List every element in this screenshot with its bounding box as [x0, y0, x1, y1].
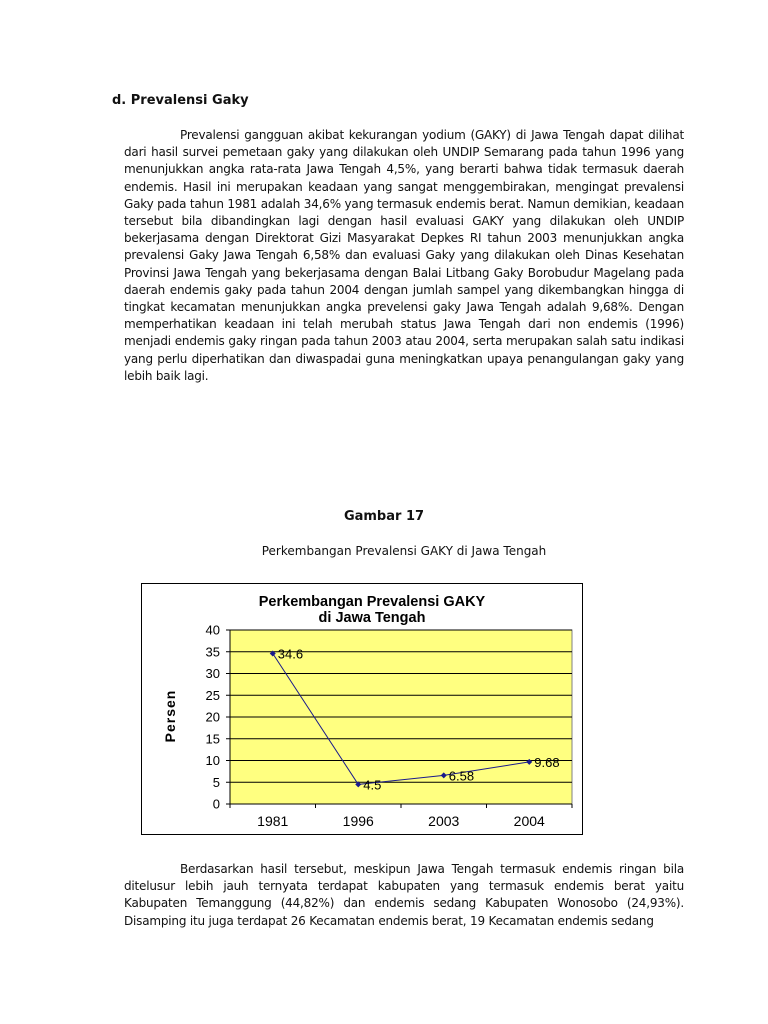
paragraph-intro: Prevalensi gangguan akibat kekurangan yodium (GAKY) di Jawa Tengah dapat dilihat dari hasil survei pemetaan gaky yang dilakukan oleh UNDIP Semarang pada tahun 1996 yang menunjukkan angka rata-rata Jawa Tengah 4,5%, yang berarti bahwa tidak termasuk daerah endemis. Hasil ini merupakan keadaan yang sangat menggembirakan, mengingat prevalensi Gaky pada tahun 1981 adalah 34,6% yang termasuk endemis berat. Namun demikian, keadaan tersebut bila dibandingkan lagi dengan hasil evaluasi GAKY yang dilakukan oleh UNDIP bekerjasama dengan Direktorat Gizi Masyarakat Depkes RI tahun 2003 menunjukkan angka prevalensi Gaky Jawa Tengah 6,58% dan evaluasi Gaky yang dilakukan oleh Dinas Kesehatan Provinsi Jawa Tengah yang bekerjasama dengan Balai Litbang Gaky Borobudur Magelang pada daerah endemis gaky pada tahun 2004 dengan jumlah sampel yang dikembangkan hingga di tingkat kecamatan menunjukkan angka prevelensi gaky Jawa Tengah adalah 9,68%. Dengan memperhatikan keadaan ini telah merubah status Jawa Tengah dari non endemis (1996) menjadi endemis gaky ringan pada tahun 2003 atau 2004, serta merupakan salah satu indikasi yang perlu diperhatikan dan diwaspadai guna meningkatkan upaya penangulangan gaky yang lebih baik lagi.	[124, 128, 684, 383]
y-tick-label: 5	[212, 774, 220, 790]
x-tick-label: 2003	[428, 813, 460, 829]
y-tick-label: 40	[205, 622, 220, 638]
data-label: 4.5	[363, 777, 382, 793]
data-label: 34.6	[277, 646, 304, 662]
y-axis-label: Persen	[162, 689, 178, 743]
y-tick-label: 15	[205, 731, 220, 747]
x-tick-label: 1996	[342, 813, 374, 829]
figure-number: Gambar 17	[343, 509, 425, 524]
paragraph-conclusion: Berdasarkan hasil tersebut, meskipun Jawa Tengah termasuk endemis ringan bila ditelusur lebih jauh ternyata terdapat kabupaten yang termasuk endemis berat yaitu Kabupaten Temanggung (44,82%) dan endemis sedang Kabupaten Wonosobo (24,93%). Disamping itu juga terdapat 26 Kecamatan endemis berat, 19 Kecamatan endemis sedang	[124, 862, 684, 928]
y-tick-label: 0	[212, 796, 220, 812]
chart-frame	[141, 583, 583, 835]
y-tick-label: 10	[205, 753, 220, 768]
x-tick-label: 1981	[257, 813, 289, 829]
section-heading: d. Prevalensi Gaky	[112, 93, 249, 108]
y-tick-label: 30	[205, 666, 220, 681]
line-chart	[142, 584, 582, 834]
chart-title-line2: di Jawa Tengah	[318, 610, 426, 626]
chart-title-line1: Perkembangan Prevalensi GAKY	[258, 594, 486, 610]
y-tick-label: 35	[205, 644, 220, 660]
x-tick-label: 2004	[513, 813, 545, 829]
y-tick-label: 25	[205, 687, 220, 703]
data-label: 9.68	[534, 754, 560, 770]
y-tick-label: 20	[205, 709, 220, 725]
figure-caption: Perkembangan Prevalensi GAKY di Jawa Tengah	[261, 544, 547, 558]
data-label: 6.58	[448, 768, 475, 784]
